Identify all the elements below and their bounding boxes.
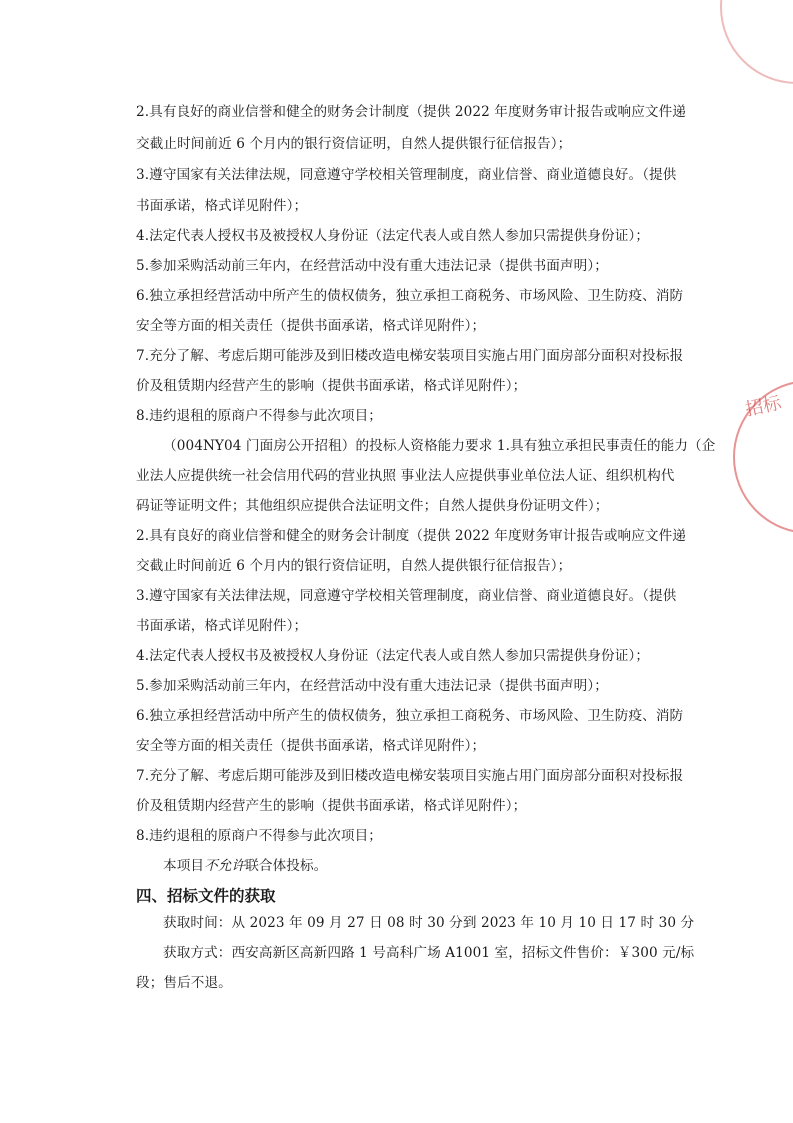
- text-line: 书面承诺，格式详见附件）；: [136, 198, 308, 214]
- text-line: 书面承诺，格式详见附件）；: [136, 618, 308, 634]
- text-line: （004NY04 门面房公开招租）的投标人资格能力要求 1.具有独立承担民事责任的能力（企: [163, 438, 716, 454]
- consortium-emphasis: 不允许: [204, 858, 246, 874]
- text-line: 4.法定代表人授权书及被授权人身份证（法定代表人或自然人参加只需提供身份证）；: [136, 228, 650, 244]
- text-line: 6.独立承担经营活动中所产生的债权债务，独立承担工商税务、市场风险、卫生防疫、消防: [136, 288, 684, 304]
- text-line: 价及租赁期内经营产生的影响（提供书面承诺，格式详见附件）；: [136, 798, 527, 814]
- text-line: 2.具有良好的商业信誉和健全的财务会计制度（提供 2022 年度财务审计报告或响应文件递: [136, 528, 686, 544]
- text-line: 8.违约退租的原商户不得参与此次项目；: [136, 828, 382, 844]
- acquire-method-cont: 段；售后不退。: [136, 975, 232, 991]
- text-line: 安全等方面的相关责任（提供书面承诺，格式详见附件）；: [136, 318, 486, 334]
- text-line: 码证等证明文件；其他组织应提供合法证明文件；自然人提供身份证明文件）；: [136, 498, 609, 514]
- text-line: 2.具有良好的商业信誉和健全的财务会计制度（提供 2022 年度财务审计报告或响应文件递: [136, 104, 686, 120]
- text-line: 6.独立承担经营活动中所产生的债权债务，独立承担工商税务、市场风险、卫生防疫、消防: [136, 708, 684, 724]
- acquire-method: 获取方式：西安高新区高新四路 1 号高科广场 A1001 室，招标文件售价：￥300 元/标: [163, 945, 695, 961]
- acquire-time: 获取时间：从 2023 年 09 月 27 日 08 时 30 分到 2023 年 10 月 10 日 17 时 30 分: [163, 915, 695, 931]
- consortium-suffix: 联合体投标。: [245, 858, 328, 874]
- consortium-prefix: 本项目: [163, 858, 205, 874]
- text-line: 价及租赁期内经营产生的影响（提供书面承诺，格式详见附件）；: [136, 378, 527, 394]
- text-line: 业法人应提供统一社会信用代码的营业执照 事业法人应提供事业单位法人证、组织机构代: [136, 468, 675, 484]
- text-line: 8.违约退租的原商户不得参与此次项目；: [136, 408, 382, 424]
- text-line: 5.参加采购活动前三年内，在经营活动中没有重大违法记录（提供书面声明）；: [136, 258, 608, 274]
- text-line: 7.充分了解、考虑后期可能涉及到旧楼改造电梯安装项目实施占用门面房部分面积对投标报: [136, 348, 684, 364]
- text-line: 安全等方面的相关责任（提供书面承诺，格式详见附件）；: [136, 738, 486, 754]
- seal-stamp-top: [720, 0, 793, 84]
- text-line: 7.充分了解、考虑后期可能涉及到旧楼改造电梯安装项目实施占用门面房部分面积对投标报: [136, 768, 684, 784]
- text-line: 交截止时间前近 6 个月内的银行资信证明，自然人提供银行征信报告）；: [136, 136, 572, 152]
- seal-stamp-text: 招标: [743, 392, 784, 421]
- text-line: 3.遵守国家有关法律法规，同意遵守学校相关管理制度，商业信誉、商业道德良好。（提供: [136, 167, 677, 183]
- text-line: 5.参加采购活动前三年内，在经营活动中没有重大违法记录（提供书面声明）；: [136, 678, 608, 694]
- section-heading: 四、招标文件的获取: [136, 887, 276, 905]
- text-line: 3.遵守国家有关法律法规，同意遵守学校相关管理制度，商业信誉、商业道德良好。（提供: [136, 588, 677, 604]
- text-line: 4.法定代表人授权书及被授权人身份证（法定代表人或自然人参加只需提供身份证）；: [136, 648, 650, 664]
- text-line: 交截止时间前近 6 个月内的银行资信证明，自然人提供银行征信报告）；: [136, 558, 572, 574]
- consortium-line: [163, 857, 327, 875]
